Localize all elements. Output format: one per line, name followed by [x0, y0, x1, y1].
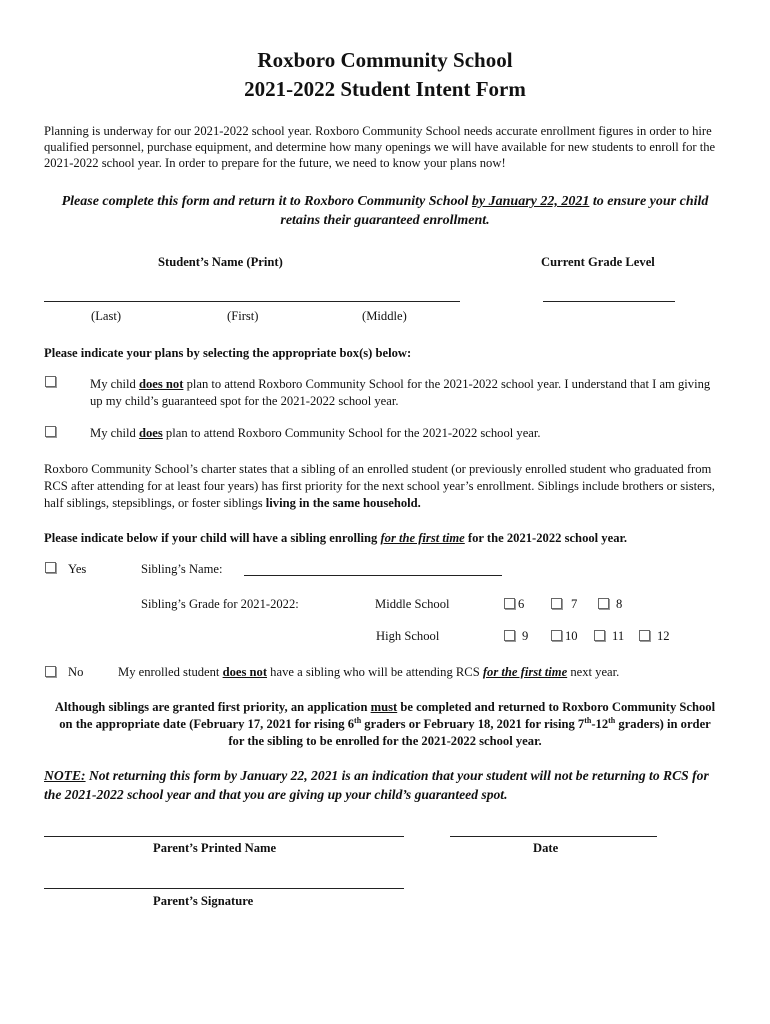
note-label: NOTE: [44, 768, 86, 783]
deadline-date: by January 22, 2021 [471, 194, 590, 209]
plans-heading: Please indicate your plans by selecting the appropriate box(s) below: [44, 346, 412, 360]
signature-label: Parent’s Signature [153, 894, 254, 908]
grade-12-checkbox[interactable] [639, 630, 650, 641]
priority-notice: Although siblings are granted first priority, an application must be completed and returned to Roxboro Community School on the appropriate date (February 17, 2021 for rising 6th graders or February 18, 2021 for rising 7th-12th graders) in order for the sibling to be enrolled for the 2021-2022 school year. [54, 700, 716, 748]
signature-field[interactable] [44, 888, 404, 889]
grade-11-option[interactable]: 11 [594, 629, 624, 644]
printed-name-label: Parent’s Printed Name [153, 841, 277, 855]
grade-9-checkbox[interactable] [504, 630, 515, 641]
student-name-field[interactable] [44, 301, 460, 302]
not-attending-checkbox[interactable] [45, 376, 56, 387]
sibling-no-label: No [68, 665, 84, 679]
attending-checkbox[interactable] [45, 426, 56, 437]
sibling-name-label: Sibling’s Name: [141, 562, 223, 576]
middle-name-caption: (Middle) [362, 309, 407, 323]
first-name-caption: (First) [227, 309, 259, 323]
grade-9-option[interactable]: 9 [504, 629, 528, 644]
high-school-label: High School [376, 629, 440, 643]
sibling-grade-label: Sibling’s Grade for 2021-2022: [141, 597, 299, 611]
grade-8-option[interactable]: 8 [598, 597, 622, 612]
form-title: 2021-2022 Student Intent Form [244, 77, 526, 101]
charter-paragraph: Roxboro Community School’s charter states that a sibling of an enrolled student (or previously enrolled student who graduated from RCS after attending for at least four years) has first priority for the next school year’s enrollment. Siblings include brothers or sisters, half siblings, stepsiblings, or foster siblings living in the same household. [44, 462, 715, 510]
grade-12-option[interactable]: 12 [639, 629, 670, 644]
note-paragraph: NOTE: Not returning this form by January 22, 2021 is an indication that your student will not be returning to RCS for the 2021-2022 school year and that you are giving up your child’s guaranteed spot. [44, 768, 709, 802]
attending-option: My child does plan to attend Roxboro Community School for the 2021-2022 school year. [90, 426, 541, 440]
grade-6-checkbox[interactable] [504, 598, 515, 609]
grade-7-option[interactable]: 7 [551, 597, 577, 612]
grade-level-label: Current Grade Level [541, 255, 655, 269]
sibling-no-statement: My enrolled student does not have a sibling who will be attending RCS for the first time next year. [118, 665, 620, 679]
intro-paragraph: Planning is underway for our 2021-2022 school year. Roxboro Community School needs accurate enrollment figures in order to hire qualified personnel, purchase equipment, and determine how many openings we will have available for new students to enroll for the 2021-2022 school year. In order to prepare for the future, we need to know your plans now! [44, 124, 716, 170]
date-label: Date [533, 841, 559, 855]
school-title: Roxboro Community School [257, 48, 513, 72]
last-name-caption: (Last) [91, 309, 122, 323]
grade-10-checkbox[interactable] [551, 630, 562, 641]
grade-6-option[interactable]: 6 [504, 597, 524, 612]
middle-school-label: Middle School [375, 597, 450, 611]
sibling-no-checkbox[interactable] [45, 666, 56, 677]
printed-name-field[interactable] [44, 836, 404, 837]
grade-11-checkbox[interactable] [594, 630, 605, 641]
grade-10-option[interactable]: 10 [551, 629, 578, 644]
sibling-name-field[interactable] [244, 575, 502, 576]
grade-8-checkbox[interactable] [598, 598, 609, 609]
grade-7-checkbox[interactable] [551, 598, 562, 609]
deadline-notice: Please complete this form and return it to Roxboro Community School by January 22, 2021 to ensure your child retains their guaranteed enrollment. [61, 194, 709, 228]
student-name-label: Student’s Name (Print) [158, 255, 283, 269]
sibling-heading: Please indicate below if your child will have a sibling enrolling for the first time for the 2021-2022 school year. [44, 531, 628, 545]
not-attending-option: My child does not plan to attend Roxboro Community School for the 2021-2022 school year. I understand that I am giving up my child’s guaranteed spot for the 2021-2022 school year. [90, 377, 711, 408]
grade-level-field[interactable] [543, 301, 675, 302]
sibling-yes-checkbox[interactable] [45, 562, 56, 573]
sibling-yes-label: Yes [68, 562, 87, 576]
date-field[interactable] [450, 836, 657, 837]
